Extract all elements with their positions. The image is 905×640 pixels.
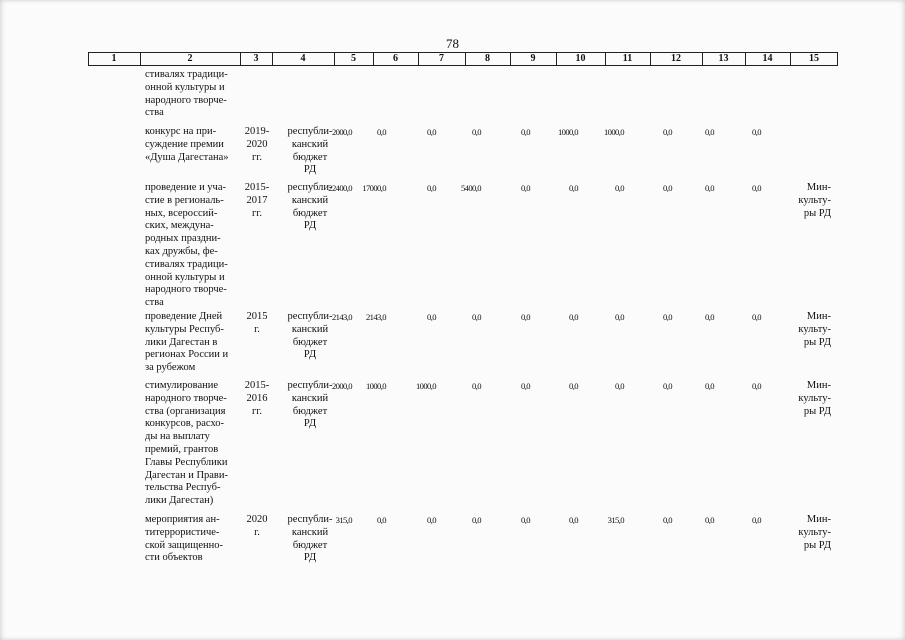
row-value-col-11: 0,0 (615, 183, 624, 193)
row-value-col-10: 0,0 (569, 381, 578, 391)
row-value-col-7: 0,0 (427, 515, 436, 525)
row-value-col-8: 0,0 (472, 515, 481, 525)
row-value-col-13: 0,0 (705, 127, 714, 137)
header-cell-14: 14 (762, 53, 773, 64)
table-header (88, 53, 838, 66)
header-cell-8: 8 (485, 53, 490, 64)
row-responsible-org: Мин- культу- ры РД (798, 182, 831, 219)
header-cell-4: 4 (300, 53, 306, 64)
row-value-col-9: 0,0 (521, 515, 530, 525)
row-period: 2015- 2016 гг. (244, 380, 270, 417)
header-cell-11: 11 (622, 53, 633, 64)
row-value-col-5: 2143,0 (331, 312, 352, 322)
row-value-col-6: 1000,0 (365, 381, 386, 391)
row-value-col-5: 2000,0 (331, 127, 352, 137)
row-value-col-13: 0,0 (705, 183, 714, 193)
row-value-col-12: 0,0 (663, 515, 672, 525)
row-value-col-9: 0,0 (521, 127, 530, 137)
row-description: стивалях традици- онной культуры и народного творче- ства (145, 69, 228, 119)
header-cell-7: 7 (439, 53, 444, 64)
row-value-col-5: 315,0 (335, 515, 352, 525)
row-description: мероприятия ан- титеррористиче- ской защищенно- сти объектов (145, 514, 223, 564)
row-value-col-6: 0,0 (377, 515, 386, 525)
row-value-col-12: 0,0 (663, 127, 672, 137)
row-value-col-10: 1000,0 (557, 127, 578, 137)
row-value-col-7: 0,0 (427, 312, 436, 322)
row-source: республи- канский бюджет РД (287, 380, 333, 430)
row-value-col-13: 0,0 (705, 381, 714, 391)
row-value-col-5: 2000,0 (331, 381, 352, 391)
row-period: 2019- 2020 гг. (244, 126, 270, 163)
row-source: республи- канский бюджет РД (287, 514, 333, 564)
header-cell-6: 6 (393, 53, 398, 64)
row-source: республи- канский бюджет РД (287, 126, 333, 176)
row-value-col-11: 1000,0 (603, 127, 624, 137)
header-cell-15: 15 (809, 53, 819, 64)
row-value-col-6: 17000,0 (362, 183, 386, 193)
row-period: 2015 г. (246, 311, 268, 335)
row-value-col-6: 2143,0 (365, 312, 386, 322)
row-responsible-org: Мин- культу- ры РД (798, 311, 831, 348)
row-description: конкурс на при- суждение премии «Душа Дагестана» (145, 126, 229, 163)
row-value-col-7: 0,0 (427, 183, 436, 193)
row-value-col-13: 0,0 (705, 312, 714, 322)
header-cell-12: 12 (671, 53, 681, 64)
row-value-col-14: 0,0 (752, 381, 761, 391)
row-value-col-11: 0,0 (615, 312, 624, 322)
row-value-col-11: 0,0 (615, 381, 624, 391)
row-value-col-14: 0,0 (752, 515, 761, 525)
header-cell-1: 1 (111, 53, 117, 64)
row-value-col-7: 1000,0 (415, 381, 436, 391)
row-value-col-12: 0,0 (663, 312, 672, 322)
row-value-col-8: 0,0 (472, 312, 481, 322)
row-responsible-org: Мин- культу- ры РД (798, 514, 831, 551)
row-value-col-6: 0,0 (377, 127, 386, 137)
row-value-col-8: 0,0 (472, 127, 481, 137)
row-value-col-5: 22400,0 (328, 183, 352, 193)
row-value-col-10: 0,0 (569, 312, 578, 322)
row-value-col-14: 0,0 (752, 127, 761, 137)
row-value-col-12: 0,0 (663, 183, 672, 193)
row-value-col-11: 315,0 (607, 515, 624, 525)
row-value-col-10: 0,0 (569, 515, 578, 525)
header-cell-3: 3 (253, 53, 259, 64)
row-value-col-9: 0,0 (521, 381, 530, 391)
row-value-col-8: 0,0 (472, 381, 481, 391)
row-description: проведение и уча- стие в региональ- ных, всероссий- ских, междуна- родных праздни- ках дружбы, фе- стивалях традици- онной культуры и народного творче- ства (145, 182, 228, 309)
row-value-col-9: 0,0 (521, 183, 530, 193)
row-value-col-14: 0,0 (752, 183, 761, 193)
row-value-col-7: 0,0 (427, 127, 436, 137)
row-source: республи- канский бюджет РД (287, 311, 333, 361)
row-value-col-14: 0,0 (752, 312, 761, 322)
row-description: проведение Дней культуры Респуб- лики Дагестан в регионах России и за рубежом (145, 311, 229, 374)
header-cell-2: 2 (187, 53, 193, 64)
row-value-col-12: 0,0 (663, 381, 672, 391)
row-value-col-8: 5400,0 (460, 183, 481, 193)
row-period: 2020 г. (246, 514, 268, 538)
header-cell-5: 5 (351, 53, 356, 64)
header-cell-9: 9 (530, 53, 536, 64)
row-value-col-10: 0,0 (569, 183, 578, 193)
row-description: стимулирование народного творче- ства (организация конкурсов, расхо- ды на выплату премий, грантов Главы Республики Дагестан и Прави- тельства Респуб- лики Дагестан) (145, 380, 229, 507)
row-source: республи- канский бюджет РД (287, 182, 333, 232)
row-value-col-9: 0,0 (521, 312, 530, 322)
row-responsible-org: Мин- культу- ры РД (798, 380, 831, 417)
header-cell-13: 13 (718, 53, 729, 64)
page-number: 78 (446, 36, 459, 51)
row-period: 2015- 2017 гг. (244, 182, 270, 219)
row-value-col-13: 0,0 (705, 515, 714, 525)
header-cell-10: 10 (575, 53, 586, 64)
